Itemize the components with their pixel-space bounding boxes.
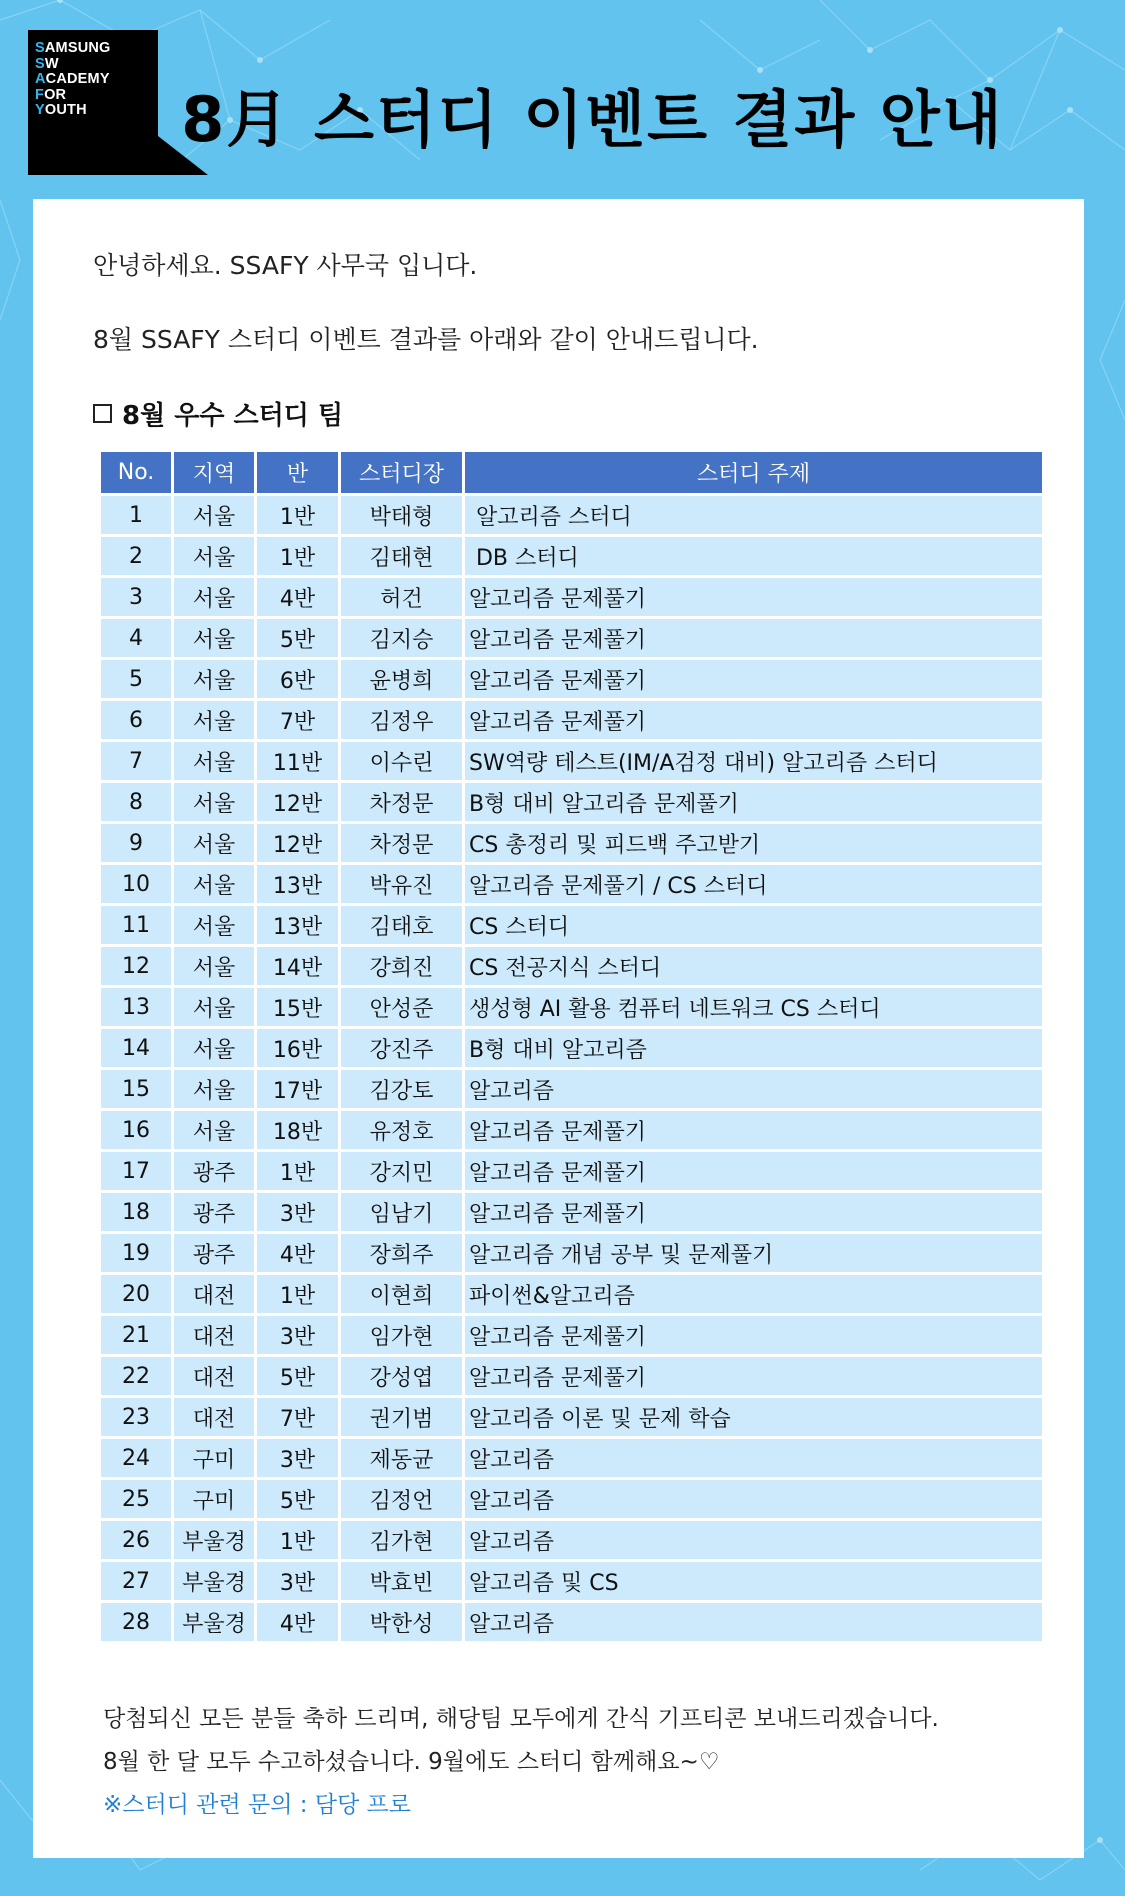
cell-col-class: 3반 — [257, 1193, 341, 1234]
cell-col-region: 광주 — [174, 1193, 257, 1234]
cell-col-topic: 알고리즘 및 CS — [465, 1562, 1042, 1603]
cell-col-topic: 알고리즘 — [465, 1521, 1042, 1562]
table-row — [101, 1357, 1042, 1398]
cell-col-no: 1 — [101, 496, 174, 537]
cell-col-leader: 박유진 — [341, 865, 465, 906]
table-row — [101, 1070, 1042, 1111]
table-row — [101, 1029, 1042, 1070]
cell-col-leader: 김태호 — [341, 906, 465, 947]
cell-col-leader: 안성준 — [341, 988, 465, 1029]
cell-col-leader: 권기범 — [341, 1398, 465, 1439]
section-title-text: 8월 우수 스터디 팀 — [122, 401, 344, 431]
cell-col-region: 서울 — [174, 660, 257, 701]
cell-col-class: 1반 — [257, 496, 341, 537]
cell-col-leader: 윤병희 — [341, 660, 465, 701]
cell-col-topic: CS 총정리 및 피드백 주고받기 — [465, 824, 1042, 865]
cell-col-topic: 알고리즘 문제풀기 — [465, 1357, 1042, 1398]
cell-col-leader: 허건 — [341, 578, 465, 619]
cell-col-region: 서울 — [174, 824, 257, 865]
cell-col-class: 18반 — [257, 1111, 341, 1152]
cell-col-leader: 김정언 — [341, 1480, 465, 1521]
cell-col-no: 19 — [101, 1234, 174, 1275]
footer-contact: ※스터디 관련 문의 : 담당 프로 — [103, 1792, 411, 1818]
table-body — [101, 496, 1042, 1644]
cell-col-topic: 알고리즘 문제풀기 / CS 스터디 — [465, 865, 1042, 906]
cell-col-no: 22 — [101, 1357, 174, 1398]
cell-col-topic: 알고리즘 문제풀기 — [465, 701, 1042, 742]
table-row — [101, 496, 1042, 537]
cell-col-class: 4반 — [257, 578, 341, 619]
cell-col-class: 6반 — [257, 660, 341, 701]
cell-col-topic: 알고리즘 이론 및 문제 학습 — [465, 1398, 1042, 1439]
section-title — [93, 395, 343, 432]
logo-line-sw: SW — [35, 55, 59, 72]
page-title: 8月 스터디 이벤트 결과 안내 — [181, 83, 1004, 156]
cell-col-leader: 강희진 — [341, 947, 465, 988]
table-row — [101, 660, 1042, 701]
cell-col-topic: B형 대비 알고리즘 — [465, 1029, 1042, 1070]
cell-col-leader: 이현희 — [341, 1275, 465, 1316]
cell-col-leader: 차정문 — [341, 824, 465, 865]
cell-col-class: 1반 — [257, 1521, 341, 1562]
cell-col-leader: 장희주 — [341, 1234, 465, 1275]
cell-col-no: 28 — [101, 1603, 174, 1644]
cell-col-leader: 박한성 — [341, 1603, 465, 1644]
table-row — [101, 537, 1042, 578]
table-row — [101, 988, 1042, 1029]
cell-col-no: 25 — [101, 1480, 174, 1521]
cell-col-region: 대전 — [174, 1275, 257, 1316]
cell-col-topic: 알고리즘 — [465, 1070, 1042, 1111]
cell-col-region: 대전 — [174, 1357, 257, 1398]
cell-col-region: 서울 — [174, 1029, 257, 1070]
logo-line-for: FOR — [35, 86, 67, 103]
logo-line-youth: YOUTH — [35, 102, 87, 118]
cell-col-region: 서울 — [174, 537, 257, 578]
cell-col-no: 27 — [101, 1562, 174, 1603]
cell-col-topic: 알고리즘 문제풀기 — [465, 660, 1042, 701]
cell-col-class: 11반 — [257, 742, 341, 783]
cell-col-topic: 생성형 AI 활용 컴퓨터 네트워크 CS 스터디 — [465, 988, 1042, 1029]
header-col-region: 지역 — [174, 452, 257, 496]
cell-col-region: 서울 — [174, 578, 257, 619]
cell-col-topic: 알고리즘 문제풀기 — [465, 1316, 1042, 1357]
cell-col-region: 대전 — [174, 1398, 257, 1439]
table-row — [101, 1603, 1042, 1644]
cell-col-topic: CS 전공지식 스터디 — [465, 947, 1042, 988]
cell-col-no: 8 — [101, 783, 174, 824]
cell-col-region: 대전 — [174, 1316, 257, 1357]
table-row — [101, 1234, 1042, 1275]
table-row — [101, 906, 1042, 947]
table-row — [101, 1111, 1042, 1152]
table-row — [101, 1439, 1042, 1480]
cell-col-class: 3반 — [257, 1316, 341, 1357]
header-col-no: No. — [101, 452, 174, 496]
cell-col-class: 3반 — [257, 1562, 341, 1603]
cell-col-class: 13반 — [257, 865, 341, 906]
cell-col-no: 26 — [101, 1521, 174, 1562]
cell-col-leader: 유정호 — [341, 1111, 465, 1152]
cell-col-topic: B형 대비 알고리즘 문제풀기 — [465, 783, 1042, 824]
footer-thanks: 8월 한 달 모두 수고하셨습니다. 9월에도 스터디 함께해요~♡ — [103, 1749, 720, 1775]
cell-col-class: 1반 — [257, 1275, 341, 1316]
table-row — [101, 1562, 1042, 1603]
table-row — [101, 783, 1042, 824]
cell-col-no: 4 — [101, 619, 174, 660]
study-team-table — [101, 452, 1042, 1644]
table-row — [101, 1275, 1042, 1316]
cell-col-class: 4반 — [257, 1234, 341, 1275]
cell-col-region: 구미 — [174, 1480, 257, 1521]
cell-col-region: 광주 — [174, 1234, 257, 1275]
header-col-leader: 스터디장 — [341, 452, 465, 496]
cell-col-class: 13반 — [257, 906, 341, 947]
cell-col-region: 서울 — [174, 619, 257, 660]
cell-col-region: 서울 — [174, 701, 257, 742]
cell-col-class: 1반 — [257, 1152, 341, 1193]
cell-col-class: 5반 — [257, 1480, 341, 1521]
cell-col-class: 7반 — [257, 1398, 341, 1439]
header-col-topic: 스터디 주제 — [465, 452, 1042, 496]
table-header-row — [101, 452, 1042, 496]
logo-line-academy: ACADEMY — [35, 71, 110, 87]
cell-col-leader: 김강토 — [341, 1070, 465, 1111]
header-col-class: 반 — [257, 452, 341, 496]
cell-col-leader: 박태형 — [341, 496, 465, 537]
cell-col-topic: 알고리즘 문제풀기 — [465, 619, 1042, 660]
footer-congrats: 당첨되신 모든 분들 축하 드리며, 해당팀 모두에게 간식 기프티콘 보내드리겠습니다. — [103, 1706, 939, 1732]
cell-col-leader: 박효빈 — [341, 1562, 465, 1603]
cell-col-topic: 알고리즘 — [465, 1480, 1042, 1521]
cell-col-leader: 제동균 — [341, 1439, 465, 1480]
cell-col-topic: SW역량 테스트(IM/A검정 대비) 알고리즘 스터디 — [465, 742, 1042, 783]
table-row — [101, 1480, 1042, 1521]
cell-col-leader: 김태현 — [341, 537, 465, 578]
table-row — [101, 1521, 1042, 1562]
cell-col-topic: 알고리즘 문제풀기 — [465, 1193, 1042, 1234]
cell-col-no: 17 — [101, 1152, 174, 1193]
cell-col-leader: 김지승 — [341, 619, 465, 660]
table-row — [101, 1193, 1042, 1234]
cell-col-leader: 차정문 — [341, 783, 465, 824]
table-row — [101, 865, 1042, 906]
cell-col-class: 12반 — [257, 783, 341, 824]
cell-col-topic: 알고리즘 — [465, 1439, 1042, 1480]
logo-line-samsung: SAMSUNG — [35, 40, 111, 56]
cell-col-region: 서울 — [174, 947, 257, 988]
cell-col-topic: 파이썬&알고리즘 — [465, 1275, 1042, 1316]
cell-col-region: 서울 — [174, 988, 257, 1029]
cell-col-no: 14 — [101, 1029, 174, 1070]
table-row — [101, 824, 1042, 865]
cell-col-region: 서울 — [174, 1070, 257, 1111]
cell-col-no: 18 — [101, 1193, 174, 1234]
cell-col-no: 16 — [101, 1111, 174, 1152]
cell-col-no: 13 — [101, 988, 174, 1029]
cell-col-class: 7반 — [257, 701, 341, 742]
cell-col-no: 12 — [101, 947, 174, 988]
cell-col-class: 1반 — [257, 537, 341, 578]
table-row — [101, 1398, 1042, 1439]
cell-col-topic: 알고리즘 개념 공부 및 문제풀기 — [465, 1234, 1042, 1275]
cell-col-no: 7 — [101, 742, 174, 783]
cell-col-class: 3반 — [257, 1439, 341, 1480]
cell-col-region: 서울 — [174, 865, 257, 906]
cell-col-topic: 알고리즘 스터디 — [465, 496, 1042, 537]
cell-col-topic: 알고리즘 문제풀기 — [465, 578, 1042, 619]
table-row — [101, 619, 1042, 660]
cell-col-region: 구미 — [174, 1439, 257, 1480]
cell-col-no: 15 — [101, 1070, 174, 1111]
cell-col-class: 15반 — [257, 988, 341, 1029]
cell-col-topic: 알고리즘 문제풀기 — [465, 1152, 1042, 1193]
cell-col-leader: 강지민 — [341, 1152, 465, 1193]
cell-col-topic: 알고리즘 — [465, 1603, 1042, 1644]
table-row — [101, 1316, 1042, 1357]
cell-col-region: 서울 — [174, 742, 257, 783]
cell-col-no: 5 — [101, 660, 174, 701]
cell-col-region: 부울경 — [174, 1521, 257, 1562]
cell-col-region: 부울경 — [174, 1562, 257, 1603]
cell-col-no: 11 — [101, 906, 174, 947]
cell-col-no: 9 — [101, 824, 174, 865]
cell-col-leader: 김가현 — [341, 1521, 465, 1562]
cell-col-leader: 강성엽 — [341, 1357, 465, 1398]
intro-announcement: 8월 SSAFY 스터디 이벤트 결과를 아래와 같이 안내드립니다. — [93, 325, 759, 354]
cell-col-topic: DB 스터디 — [465, 537, 1042, 578]
cell-col-no: 24 — [101, 1439, 174, 1480]
checkbox-icon — [93, 404, 112, 423]
table-row — [101, 1152, 1042, 1193]
cell-col-region: 서울 — [174, 1111, 257, 1152]
cell-col-class: 16반 — [257, 1029, 341, 1070]
cell-col-region: 부울경 — [174, 1603, 257, 1644]
cell-col-class: 17반 — [257, 1070, 341, 1111]
cell-col-no: 3 — [101, 578, 174, 619]
cell-col-leader: 이수린 — [341, 742, 465, 783]
cell-col-leader: 김정우 — [341, 701, 465, 742]
cell-col-topic: 알고리즘 문제풀기 — [465, 1111, 1042, 1152]
cell-col-region: 서울 — [174, 496, 257, 537]
table-row — [101, 947, 1042, 988]
cell-col-class: 14반 — [257, 947, 341, 988]
cell-col-topic: CS 스터디 — [465, 906, 1042, 947]
cell-col-leader: 임가현 — [341, 1316, 465, 1357]
intro-greeting: 안녕하세요. SSAFY 사무국 입니다. — [93, 251, 478, 280]
cell-col-no: 6 — [101, 701, 174, 742]
cell-col-class: 5반 — [257, 1357, 341, 1398]
cell-col-leader: 강진주 — [341, 1029, 465, 1070]
cell-col-no: 21 — [101, 1316, 174, 1357]
table-row — [101, 701, 1042, 742]
table-row — [101, 742, 1042, 783]
cell-col-class: 4반 — [257, 1603, 341, 1644]
cell-col-leader: 임남기 — [341, 1193, 465, 1234]
cell-col-no: 2 — [101, 537, 174, 578]
cell-col-region: 서울 — [174, 783, 257, 824]
cell-col-no: 23 — [101, 1398, 174, 1439]
cell-col-region: 광주 — [174, 1152, 257, 1193]
cell-col-no: 10 — [101, 865, 174, 906]
cell-col-no: 20 — [101, 1275, 174, 1316]
cell-col-region: 서울 — [174, 906, 257, 947]
cell-col-class: 12반 — [257, 824, 341, 865]
cell-col-class: 5반 — [257, 619, 341, 660]
table-row — [101, 578, 1042, 619]
